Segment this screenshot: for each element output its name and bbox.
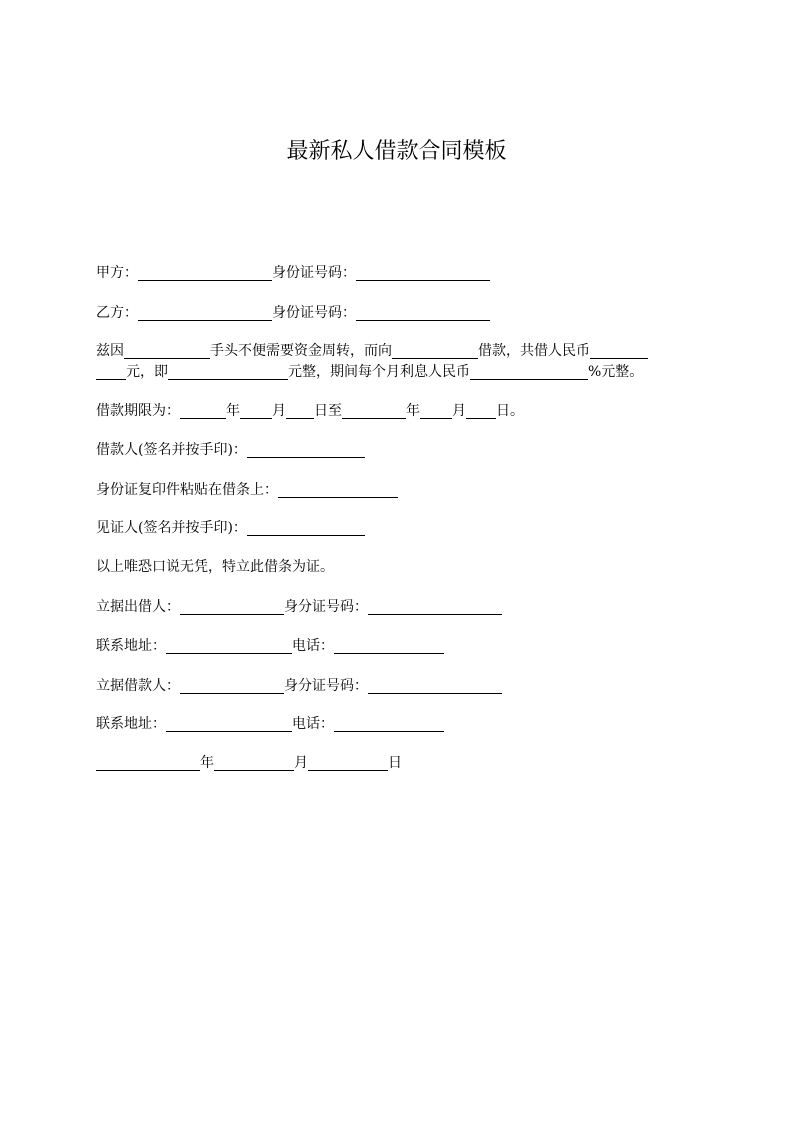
clause-line-2 <box>96 361 643 383</box>
statement-text: 以上唯恐口说无凭，特立此借条为证。 <box>96 559 334 575</box>
amount-blank-1[interactable] <box>590 342 648 359</box>
id-copy-blank[interactable] <box>278 481 398 498</box>
borrower-address-label: 联系地址： <box>96 716 166 732</box>
lender-id-blank[interactable] <box>368 598 502 615</box>
borrower-id-blank[interactable] <box>368 677 502 694</box>
term-label: 借款期限为： <box>96 403 180 419</box>
clause-text-1: 兹因 <box>96 343 124 359</box>
party-a-id-blank[interactable] <box>356 264 490 281</box>
lender-name-blank[interactable] <box>392 342 478 359</box>
date-month-label: 月 <box>294 755 308 771</box>
borrower-line <box>96 675 502 697</box>
witness-sign-line <box>96 517 365 539</box>
reason-blank[interactable] <box>124 342 210 359</box>
lender-phone-blank[interactable] <box>334 637 444 654</box>
id-copy-label: 身份证复印件粘贴在借条上： <box>96 482 278 498</box>
date-month-blank[interactable] <box>214 754 294 771</box>
party-b-line <box>96 302 490 324</box>
document-title: 最新私人借款合同模板 <box>286 139 507 164</box>
lender-label: 立据出借人： <box>96 599 180 615</box>
lender-contact-line <box>96 635 444 657</box>
id-copy-line <box>96 479 398 501</box>
amount-blank-2[interactable] <box>96 363 126 380</box>
date-day-blank[interactable] <box>308 754 388 771</box>
witness-sign-blank[interactable] <box>247 519 365 536</box>
end-day-blank[interactable] <box>466 402 496 419</box>
party-b-id-label: 身份证号码： <box>272 305 356 321</box>
borrower-id-label: 身分证号码： <box>284 678 368 694</box>
witness-sign-label: 见证人(签名并按手印)： <box>96 520 247 536</box>
lender-line <box>96 596 502 618</box>
term-line <box>96 400 524 422</box>
party-a-line <box>96 262 490 284</box>
term-year-1: 年 <box>226 403 240 419</box>
date-year-label: 年 <box>200 755 214 771</box>
end-month-blank[interactable] <box>420 402 452 419</box>
party-a-label: 甲方： <box>96 265 138 281</box>
lender-address-blank[interactable] <box>166 637 292 654</box>
start-day-blank[interactable] <box>286 402 314 419</box>
clause-text-6: %元整。 <box>588 364 644 380</box>
borrower-contact-line <box>96 713 444 735</box>
term-month-1: 月 <box>272 403 286 419</box>
lender-name-blank[interactable] <box>180 598 284 615</box>
date-year-blank[interactable] <box>96 754 200 771</box>
party-a-id-label: 身份证号码： <box>272 265 356 281</box>
borrower-sign-label: 借款人(签名并按手印)： <box>96 442 247 458</box>
clause-text-5: 元整，期间每个月利息人民币 <box>288 364 470 380</box>
borrower-address-blank[interactable] <box>166 715 292 732</box>
amount-uppercase-blank[interactable] <box>168 363 288 380</box>
clause-text-4: 元，即 <box>126 364 168 380</box>
borrower-label: 立据借款人： <box>96 678 180 694</box>
borrower-phone-label: 电话： <box>292 716 334 732</box>
lender-address-label: 联系地址： <box>96 638 166 654</box>
lender-id-label: 身分证号码： <box>284 599 368 615</box>
interest-blank[interactable] <box>470 363 588 380</box>
lender-phone-label: 电话： <box>292 638 334 654</box>
date-day-label: 日 <box>388 755 402 771</box>
clause-text-2: 手头不便需要资金周转，而向 <box>210 343 392 359</box>
borrower-sign-blank[interactable] <box>247 441 365 458</box>
term-day-to: 日至 <box>314 403 342 419</box>
term-year-2: 年 <box>406 403 420 419</box>
borrower-phone-blank[interactable] <box>334 715 444 732</box>
date-line <box>96 752 402 774</box>
party-a-name-blank[interactable] <box>138 264 272 281</box>
end-year-blank[interactable] <box>342 402 406 419</box>
party-b-id-blank[interactable] <box>356 304 490 321</box>
start-year-blank[interactable] <box>180 402 226 419</box>
party-b-name-blank[interactable] <box>138 304 272 321</box>
term-day-end: 日。 <box>496 403 524 419</box>
clause-line-1 <box>96 340 648 362</box>
borrower-sign-line <box>96 439 365 461</box>
start-month-blank[interactable] <box>240 402 272 419</box>
borrower-name-blank[interactable] <box>180 677 284 694</box>
party-b-label: 乙方： <box>96 305 138 321</box>
term-month-2: 月 <box>452 403 466 419</box>
clause-text-3: 借款，共借人民币 <box>478 343 590 359</box>
statement-line <box>96 556 334 578</box>
